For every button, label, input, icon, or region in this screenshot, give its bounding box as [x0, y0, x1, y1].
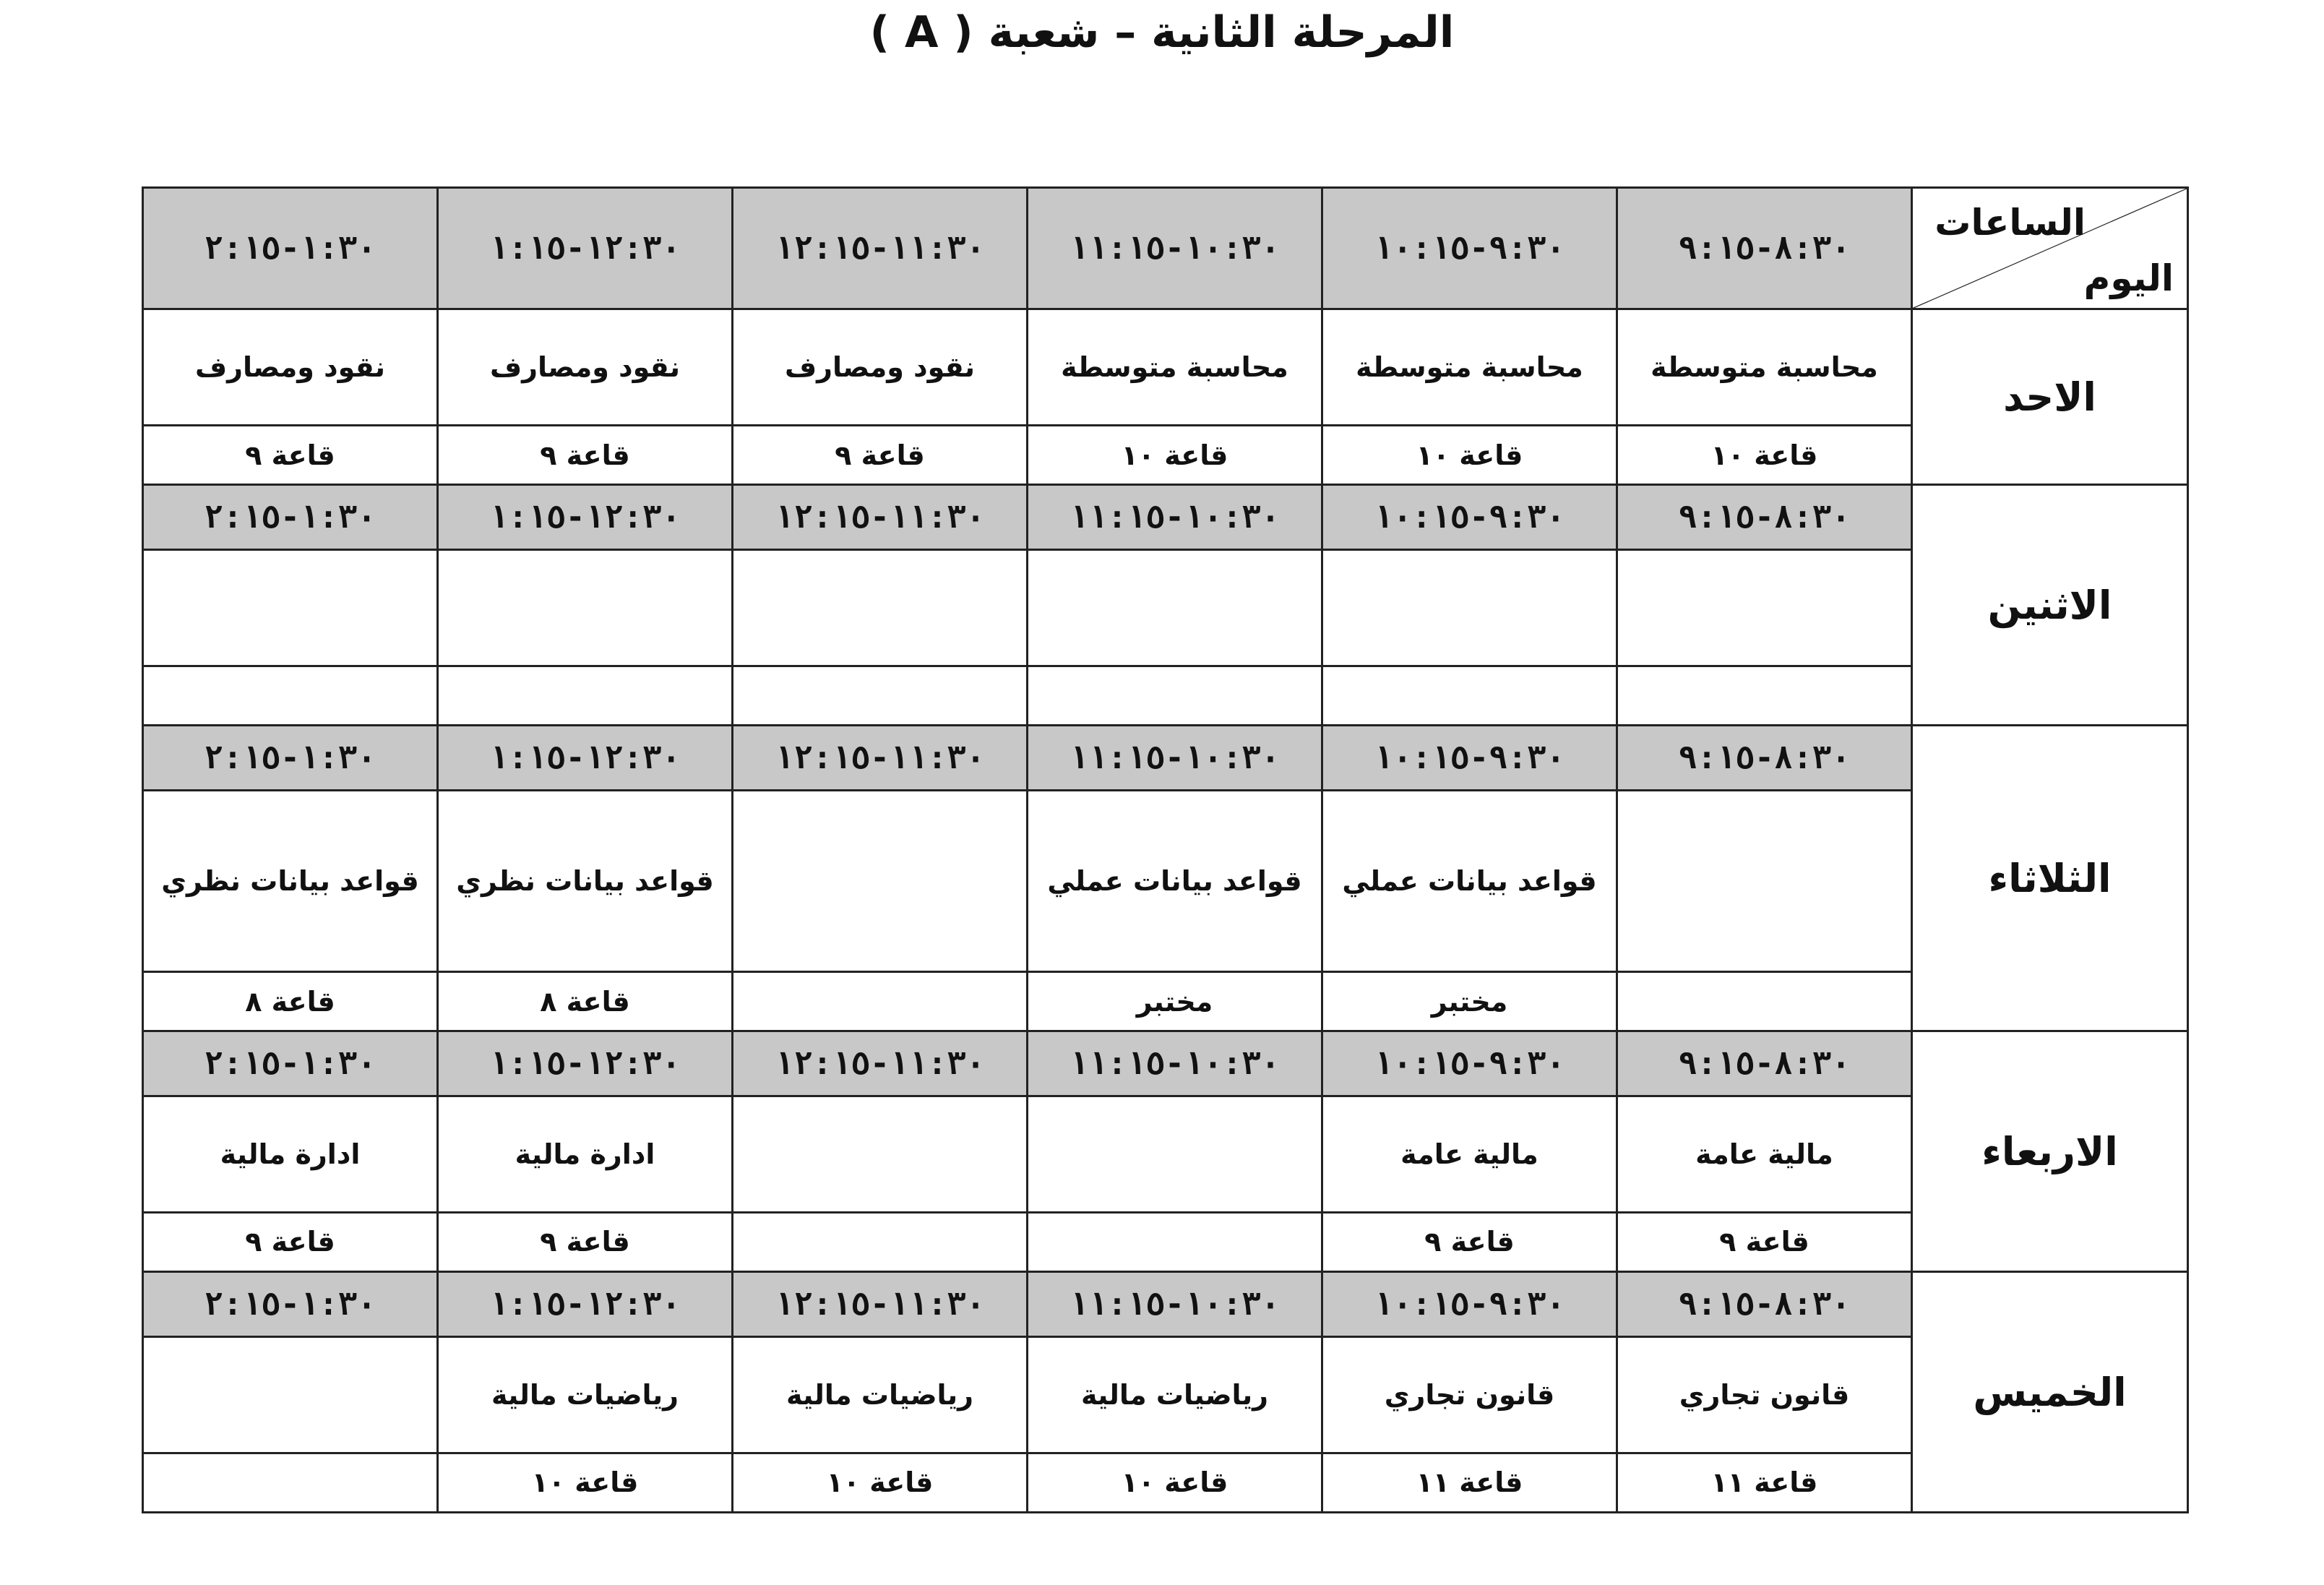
room-cell: مختبر: [1028, 971, 1322, 1031]
room-cell: قاعة ٨: [438, 971, 733, 1031]
time-slot: ١٢:٣٠-١:١٥: [438, 726, 733, 791]
time-slot: ١١:٣٠-١٢:١٥: [733, 1272, 1028, 1337]
subject-row: [143, 1096, 2188, 1212]
time-slot: ١٢:٣٠-١:١٥: [438, 1031, 733, 1096]
subject-row: [143, 550, 2188, 666]
room-cell: [438, 666, 733, 725]
subject-cell: [1322, 550, 1617, 666]
subject-cell: [733, 550, 1028, 666]
time-row: [143, 1272, 2188, 1337]
day-label: اليوم: [2083, 257, 2174, 300]
room-row: [143, 1212, 2188, 1271]
room-cell: [1617, 666, 1912, 725]
room-cell: قاعة ٩: [1617, 1212, 1912, 1271]
day-name: الاثنين: [1912, 485, 2188, 726]
schedule-table: [142, 186, 2189, 1513]
subject-row: [143, 309, 2188, 425]
room-row: [143, 425, 2188, 484]
room-cell: [1028, 666, 1322, 725]
corner-header: [1912, 188, 2188, 309]
time-slot: ١:٣٠-٢:١٥: [143, 726, 438, 791]
room-cell: قاعة ١٠: [1028, 425, 1322, 484]
header-time-slot: ١٠:٣٠-١١:١٥: [1028, 188, 1322, 309]
room-cell: قاعة ١٠: [438, 1453, 733, 1512]
time-slot: ١١:٣٠-١٢:١٥: [733, 726, 1028, 791]
subject-row: [143, 791, 2188, 972]
time-slot: ١:٣٠-٢:١٥: [143, 1031, 438, 1096]
subject-cell: [1028, 1096, 1322, 1212]
room-cell: [143, 666, 438, 725]
subject-cell: محاسبة متوسطة: [1322, 309, 1617, 425]
time-slot: ٨:٣٠-٩:١٥: [1617, 1272, 1912, 1337]
header-time-slot: ٩:٣٠-١٠:١٥: [1322, 188, 1617, 309]
time-slot: ١٠:٣٠-١١:١٥: [1028, 1272, 1322, 1337]
room-cell: قاعة ٨: [143, 971, 438, 1031]
subject-row: [143, 1337, 2188, 1453]
subject-cell: [1028, 550, 1322, 666]
day-name: الثلاثاء: [1912, 726, 2188, 1031]
subject-cell: ادارة مالية: [438, 1096, 733, 1212]
subject-cell: [733, 791, 1028, 972]
time-slot: ١٢:٣٠-١:١٥: [438, 485, 733, 550]
day-name: الخميس: [1912, 1272, 2188, 1513]
room-cell: قاعة ٩: [1322, 1212, 1617, 1271]
subject-cell: مالية عامة: [1322, 1096, 1617, 1212]
subject-cell: قانون تجاري: [1322, 1337, 1617, 1453]
subject-cell: نقود ومصارف: [733, 309, 1028, 425]
time-slot: ٨:٣٠-٩:١٥: [1617, 726, 1912, 791]
time-slot: ٩:٣٠-١٠:١٥: [1322, 485, 1617, 550]
room-cell: [143, 1453, 438, 1512]
room-cell: قاعة ٩: [143, 1212, 438, 1271]
subject-cell: قواعد بيانات عملي: [1028, 791, 1322, 972]
page-title: المرحلة الثانية – شعبة ( A ): [869, 7, 1455, 58]
subject-cell: نقود ومصارف: [438, 309, 733, 425]
time-row: [143, 726, 2188, 791]
room-cell: [1617, 971, 1912, 1031]
time-slot: ١١:٣٠-١٢:١٥: [733, 485, 1028, 550]
subject-cell: رياضيات مالية: [1028, 1337, 1322, 1453]
room-row: [143, 666, 2188, 725]
room-cell: قاعة ٩: [438, 1212, 733, 1271]
room-cell: قاعة ١٠: [733, 1453, 1028, 1512]
time-row: [143, 485, 2188, 550]
subject-cell: ادارة مالية: [143, 1096, 438, 1212]
room-cell: قاعة ١١: [1322, 1453, 1617, 1512]
time-slot: ٩:٣٠-١٠:١٥: [1322, 1031, 1617, 1096]
subject-cell: [733, 1096, 1028, 1212]
subject-cell: [1617, 550, 1912, 666]
room-cell: قاعة ٩: [143, 425, 438, 484]
time-slot: ١:٣٠-٢:١٥: [143, 485, 438, 550]
subject-cell: [1617, 791, 1912, 972]
room-row: [143, 1453, 2188, 1512]
hours-label: الساعات: [1934, 202, 2086, 244]
room-cell: قاعة ١١: [1617, 1453, 1912, 1512]
room-cell: [733, 666, 1028, 725]
header-time-slot: ١٢:٣٠-١:١٥: [438, 188, 733, 309]
room-row: [143, 971, 2188, 1031]
room-cell: [733, 1212, 1028, 1271]
subject-cell: قواعد بيانات نظري: [143, 791, 438, 972]
time-slot: ٨:٣٠-٩:١٥: [1617, 485, 1912, 550]
subject-cell: [143, 1337, 438, 1453]
subject-cell: قواعد بيانات نظري: [438, 791, 733, 972]
time-slot: ٩:٣٠-١٠:١٥: [1322, 726, 1617, 791]
room-cell: [733, 971, 1028, 1031]
room-cell: قاعة ١٠: [1028, 1453, 1322, 1512]
time-slot: ١١:٣٠-١٢:١٥: [733, 1031, 1028, 1096]
subject-cell: رياضيات مالية: [733, 1337, 1028, 1453]
subject-cell: [438, 550, 733, 666]
day-name: الاحد: [1912, 309, 2188, 485]
time-slot: ١٢:٣٠-١:١٥: [438, 1272, 733, 1337]
subject-cell: محاسبة متوسطة: [1617, 309, 1912, 425]
subject-cell: قواعد بيانات عملي: [1322, 791, 1617, 972]
header-time-slot: ٨:٣٠-٩:١٥: [1617, 188, 1912, 309]
header-row: [143, 188, 2188, 309]
time-slot: ١٠:٣٠-١١:١٥: [1028, 726, 1322, 791]
room-cell: مختبر: [1322, 971, 1617, 1031]
room-cell: قاعة ١٠: [1322, 425, 1617, 484]
subject-cell: قانون تجاري: [1617, 1337, 1912, 1453]
day-name: الاربعاء: [1912, 1031, 2188, 1272]
header-time-slot: ١١:٣٠-١٢:١٥: [733, 188, 1028, 309]
subject-cell: رياضيات مالية: [438, 1337, 733, 1453]
time-slot: ٨:٣٠-٩:١٥: [1617, 1031, 1912, 1096]
header-time-slot: ١:٣٠-٢:١٥: [143, 188, 438, 309]
subject-cell: مالية عامة: [1617, 1096, 1912, 1212]
room-cell: قاعة ١٠: [1617, 425, 1912, 484]
time-row: [143, 1031, 2188, 1096]
room-cell: [1322, 666, 1617, 725]
subject-cell: [143, 550, 438, 666]
subject-cell: محاسبة متوسطة: [1028, 309, 1322, 425]
room-cell: قاعة ٩: [733, 425, 1028, 484]
time-slot: ٩:٣٠-١٠:١٥: [1322, 1272, 1617, 1337]
subject-cell: نقود ومصارف: [143, 309, 438, 425]
time-slot: ١٠:٣٠-١١:١٥: [1028, 485, 1322, 550]
time-slot: ١:٣٠-٢:١٥: [143, 1272, 438, 1337]
room-cell: [1028, 1212, 1322, 1271]
room-cell: قاعة ٩: [438, 425, 733, 484]
time-slot: ١٠:٣٠-١١:١٥: [1028, 1031, 1322, 1096]
